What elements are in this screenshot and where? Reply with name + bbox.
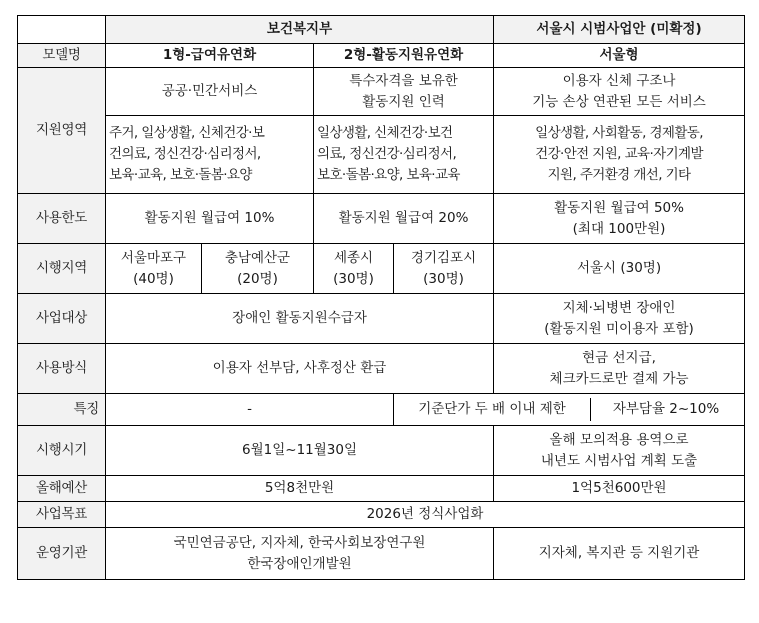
seoul-feature: 자부담율 2~10% [612,401,720,417]
row-label-operator: 운영기관 [18,528,106,580]
mohw-budget: 5억8천만원 [106,476,494,502]
seoul-budget: 1억5천600만원 [494,476,745,502]
row-label-region: 시행지역 [18,244,106,294]
region-seoul: 서울시 (30명) [494,244,745,294]
goal-value: 2026년 정식사업화 [106,502,745,528]
row-label-budget: 올해예산 [18,476,106,502]
seoul-area-bottom: 일상생활, 사회활동, 경제활동, 건강·안전 지원, 교육·자기계발 지원, 주거환경 개선, 기타 [494,116,745,194]
row-label-method: 사용방식 [18,344,106,394]
region-yesan: 충남예산군 (20명) [202,244,314,294]
mohw-operator: 국민연금공단, 지자체, 한국사회보장연구원 한국장애인개발원 [106,528,494,580]
table-row [18,116,745,194]
type2-limit: 활동지원 월급여 20% [314,194,494,244]
type2-area-top: 특수자격을 보유한 활동지원 인력 [314,68,494,116]
seoul-limit: 활동지원 월급여 50% (최대 100만원) [494,194,745,244]
type2-feature: 기준단가 두 배 이내 제한 [394,398,591,421]
mohw-target: 장애인 활동지원수급자 [106,294,494,344]
corner-cell [18,16,106,44]
mohw-header: 보건복지부 [106,16,494,44]
seoul-header: 서울시 시범사업안 (미확정) [494,16,745,44]
table-row [18,502,745,528]
table-row [18,476,745,502]
table-row [18,68,745,116]
row-label-period: 시행시기 [18,426,106,476]
type1-area-bottom: 주거, 일상생활, 신체건강·보 건의료, 정신건강·심리정서, 보육·교육, 보호·돌봄·요양 [106,116,314,194]
table-row [18,426,745,476]
table-row [18,194,745,244]
table-row [18,294,745,344]
row-label-goal: 사업목표 [18,502,106,528]
type1-limit: 활동지원 월급여 10% [106,194,314,244]
mohw-period: 6월1일~11월30일 [106,426,494,476]
comparison-table [17,15,745,580]
mohw-method: 이용자 선부담, 사후정산 환급 [106,344,494,394]
table-row [18,394,745,426]
type2-feature-row [394,394,745,426]
table-row [18,44,745,68]
type2-area-bottom: 일상생활, 신체건강·보건 의료, 정신건강·심리정서, 보호·돌봄·요양, 보육·교육 [314,116,494,194]
seoul-model: 서울형 [494,44,745,68]
feature-subtable [394,398,741,421]
seoul-operator: 지자체, 복지관 등 지원기관 [494,528,745,580]
table-row [18,344,745,394]
type1-model: 1형-급여유연화 [106,44,314,68]
comparison-table-container [17,15,745,580]
type1-feature: - [106,394,394,426]
region-mapo: 서울마포구 (40명) [106,244,202,294]
table-row [18,528,745,580]
seoul-target: 지체·뇌병변 장애인 (활동지원 미이용자 포함) [494,294,745,344]
table-row [18,244,745,294]
row-label-area: 지원영역 [18,68,106,194]
row-label-model: 모델명 [18,44,106,68]
seoul-period: 올해 모의적용 용역으로 내년도 시범사업 계획 도출 [494,426,745,476]
row-label-feature: 특징 [18,394,106,426]
seoul-area-top: 이용자 신체 구조나 기능 손상 연관된 모든 서비스 [494,68,745,116]
seoul-method: 현금 선지급, 체크카드로만 결제 가능 [494,344,745,394]
row-label-limit: 사용한도 [18,194,106,244]
row-label-target: 사업대상 [18,294,106,344]
region-sejong: 세종시 (30명) [314,244,394,294]
type2-model: 2형-활동지원유연화 [314,44,494,68]
type1-area-top: 공공·민간서비스 [106,68,314,116]
table-header-row [18,16,745,44]
region-gimpo: 경기김포시 (30명) [394,244,494,294]
